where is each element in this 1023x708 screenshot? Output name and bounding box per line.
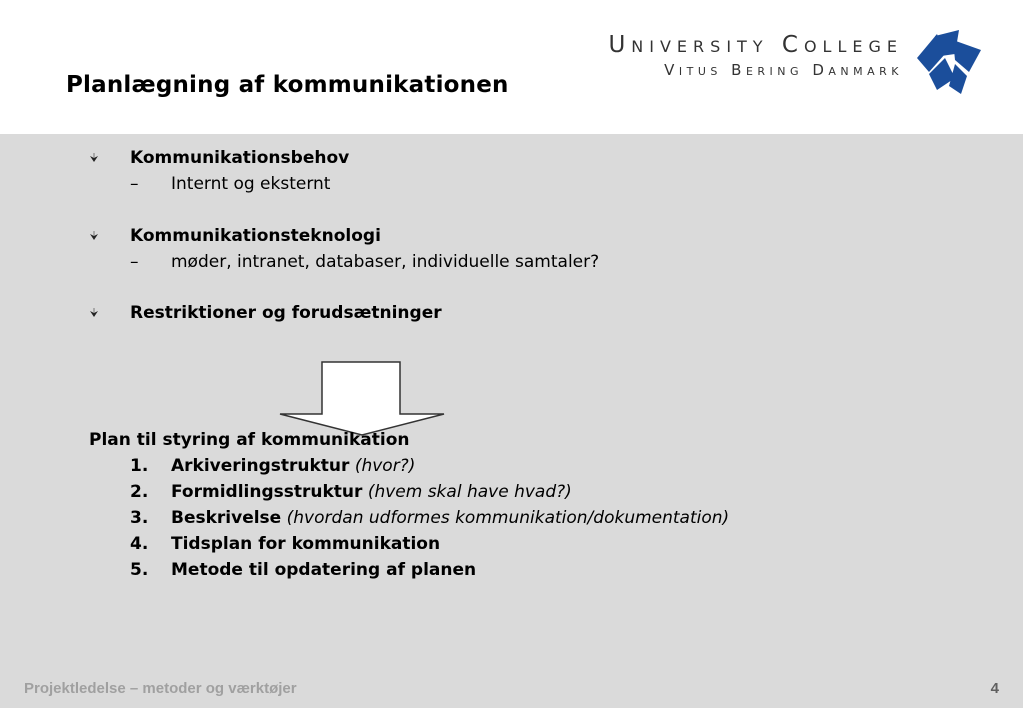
sail-logo-icon	[915, 28, 987, 96]
plan-item-note: (hvor?)	[354, 456, 416, 476]
slide-content	[0, 134, 1023, 708]
plan-item-number: 2.	[130, 482, 149, 502]
sub-dash: –	[130, 174, 139, 194]
plan-item-label: Metode til opdatering af planen	[171, 560, 477, 580]
sub-text: Internt og eksternt	[171, 174, 331, 194]
plan-item-note: (hvem skal have hvad?)	[367, 482, 572, 502]
sub-dash: –	[130, 252, 139, 272]
footer-course-title: Projektledelse – metoder og værktøjer	[24, 680, 297, 697]
arrow-bullet-icon	[88, 307, 100, 319]
arrow-bullet-icon	[88, 230, 100, 242]
plan-item-note: (hvordan udformes kommunikation/dokumentation)	[286, 508, 730, 528]
sub-text: møder, intranet, databaser, individuelle samtaler?	[171, 252, 600, 272]
slide-title: Planlægning af kommunikationen	[66, 72, 509, 98]
plan-item-number: 5.	[130, 560, 149, 580]
plan-item-label: Beskrivelse	[171, 508, 282, 528]
page-number: 4	[990, 680, 999, 697]
plan-item-number: 1.	[130, 456, 149, 476]
slide-header	[0, 0, 1023, 134]
logo-line2: Vitus Bering Danmark	[664, 61, 903, 79]
bullet-label: Kommunikationsbehov	[130, 148, 350, 168]
plan-item-label: Formidlingsstruktur	[171, 482, 363, 502]
plan-item-label: Arkiveringstruktur	[171, 456, 350, 476]
plan-heading: Plan til styring af kommunikation	[89, 430, 410, 450]
plan-item-number: 4.	[130, 534, 149, 554]
down-arrow-icon	[278, 361, 446, 437]
plan-item-label: Tidsplan for kommunikation	[171, 534, 441, 554]
bullet-label: Kommunikationsteknologi	[130, 226, 381, 246]
bullet-label: Restriktioner og forudsætninger	[130, 303, 442, 323]
plan-item-number: 3.	[130, 508, 149, 528]
logo-line1: University College	[608, 32, 903, 58]
arrow-bullet-icon	[88, 152, 100, 164]
